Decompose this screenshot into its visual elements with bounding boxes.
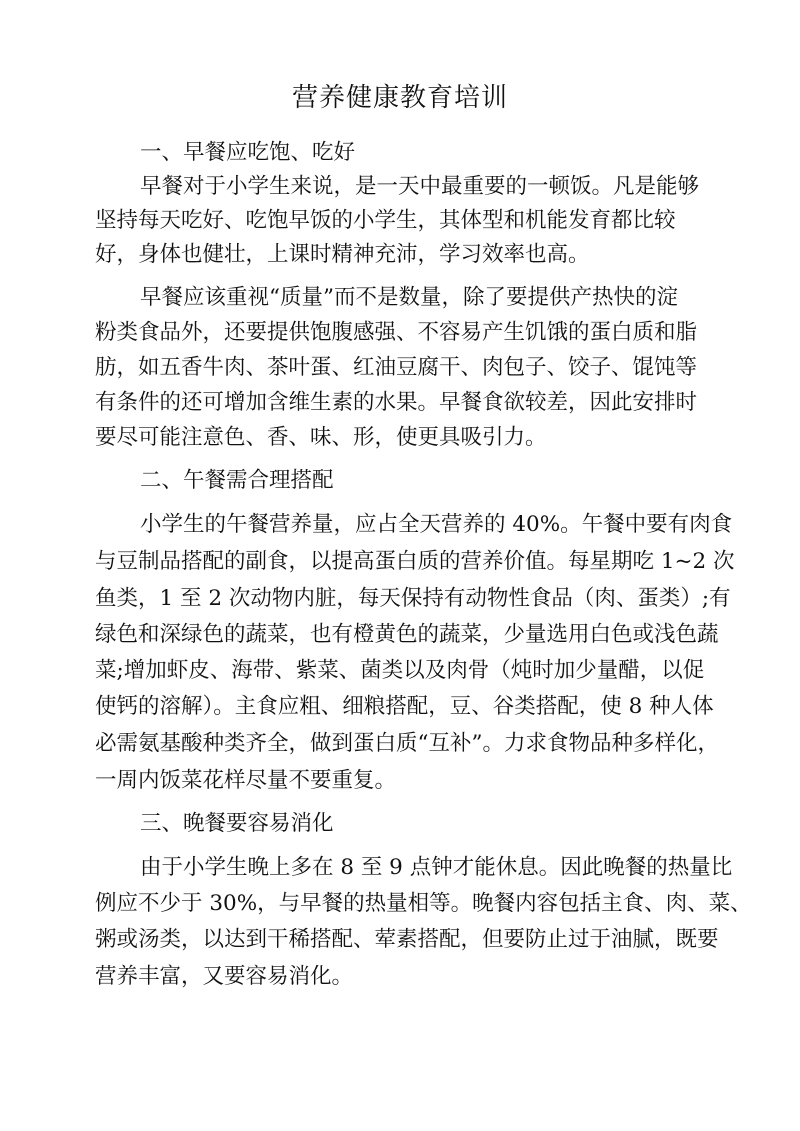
paragraph-line: 坚持每天吃好、吃饱早饭的小学生，其体型和机能发育都比较: [95, 208, 676, 233]
paragraph-line: 绿色和深绿色的蔬菜，也有橙黄色的蔬菜，少量选用白色或浅色蔬: [95, 622, 719, 647]
page-title: 营养健康教育培训: [291, 83, 508, 113]
paragraph-line: 菜;增加虾皮、海带、紫菜、菌类以及肉骨（炖时加少量醋，以促: [95, 658, 705, 683]
paragraph-line: 必需氨基酸种类齐全，做到蛋白质“互补”。力求食物品种多样化，: [95, 731, 719, 756]
paragraph-line: 粉类食品外，还要提供饱腹感强、不容易产生饥饿的蛋白质和脂: [95, 320, 698, 345]
paragraph-line: 与豆制品搭配的副食，以提高蛋白质的营养价值。每星期吃 1~2 次: [95, 549, 735, 574]
paragraph-line: 一周内饭菜花样尽量不要重复。: [95, 768, 397, 793]
section-heading-1: 一、早餐应吃饱、吃好: [140, 140, 356, 165]
paragraph-line: 使钙的溶解）。主食应粗、细粮搭配，豆、谷类搭配，使 8 种人体: [95, 694, 714, 719]
section-heading-2: 二、午餐需合理搭配: [140, 468, 334, 493]
paragraph-line: 例应不少于 30%，与早餐的热量相等。晚餐内容包括主食、肉、菜、: [95, 891, 752, 916]
paragraph-line: 好，身体也健壮，上课时精神充沛，学习效率也高。: [95, 242, 590, 267]
paragraph-line: 小学生的午餐营养量，应占全天营养的 40%。午餐中要有肉食: [140, 512, 733, 537]
paragraph-line: 粥或汤类，以达到干稀搭配、荤素搭配，但要防止过于油腻，既要: [95, 927, 719, 952]
paragraph-line: 鱼类，1 至 2 次动物内脏，每天保持有动物性食品（肉、蛋类）;有: [95, 586, 731, 611]
section-heading-3: 三、晚餐要容易消化: [140, 811, 334, 836]
paragraph-line: 早餐对于小学生来说，是一天中最重要的一顿饭。凡是能够: [140, 174, 700, 199]
paragraph-line: 有条件的还可增加含维生素的水果。早餐食欲较差，因此安排时: [95, 390, 698, 415]
paragraph-line: 营养丰富，又要容易消化。: [95, 964, 354, 989]
paragraph-line: 早餐应该重视“质量”而不是数量，除了要提供产热快的淀: [140, 285, 678, 310]
paragraph-line: 肪，如五香牛肉、茶叶蛋、红油豆腐干、肉包子、饺子、馄饨等: [95, 355, 698, 380]
paragraph-line: 由于小学生晚上多在 8 至 9 点钟才能休息。因此晚餐的热量比: [140, 855, 733, 880]
paragraph-line: 要尽可能注意色、香、味、形，使更具吸引力。: [95, 425, 547, 450]
